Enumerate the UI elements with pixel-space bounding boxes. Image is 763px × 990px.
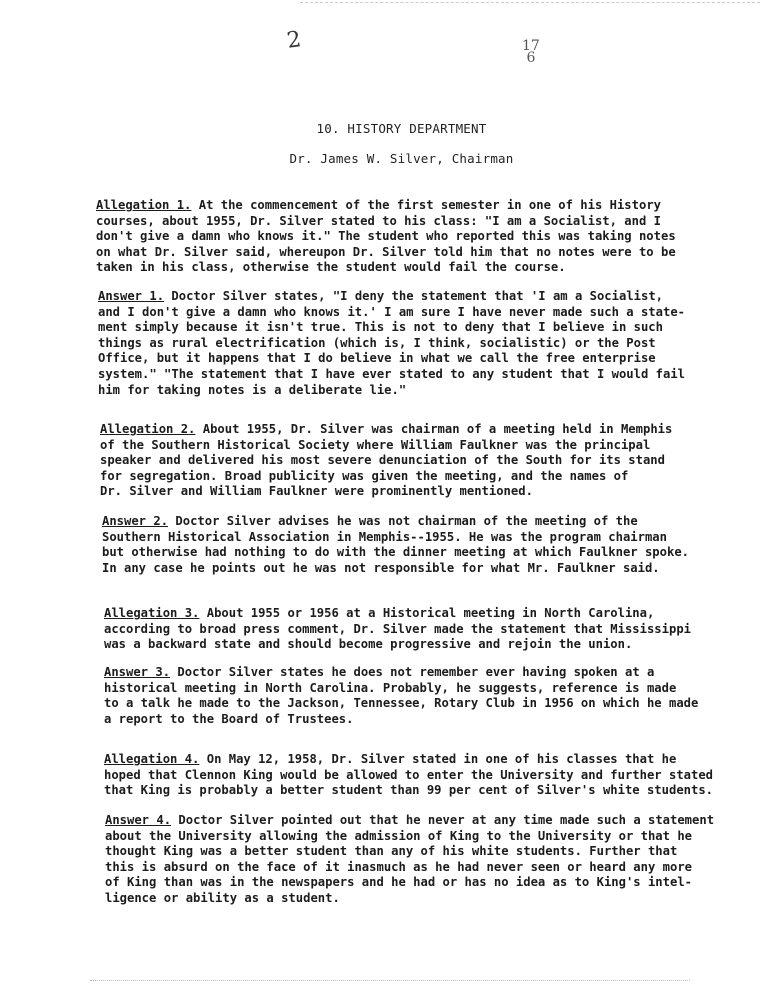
- allegation-2: [100, 422, 672, 500]
- paragraph-label: Allegation 1.: [96, 198, 192, 212]
- text-line: don't give a damn who knows it." The student who reported this was taking notes: [96, 229, 676, 244]
- text-line: that King is probably a better student than 99 per cent of Silver's white students.: [104, 783, 714, 798]
- text-line: Dr. Silver and William Faulkner were prominently mentioned.: [100, 484, 533, 499]
- corner-mark-bottom: 6: [526, 50, 536, 66]
- bottom-edge-dots: [90, 980, 690, 981]
- answer-3: [104, 665, 698, 727]
- text-line: him for taking notes is a deliberate lie.": [98, 382, 407, 397]
- text-line: for segregation. Broad publicity was given the meeting, and the names of: [100, 468, 629, 483]
- paragraph-label: Answer 2.: [102, 514, 169, 528]
- text-line: but otherwise had nothing to do with the dinner meeting at which Faulkner spoke.: [102, 545, 689, 560]
- answer-4: [105, 813, 714, 907]
- text-line: Answer 1. Doctor Silver states, "I deny the statement that 'I am a Socialist,: [98, 289, 664, 303]
- text-line: this is absurd on the face of it inasmuch as he had never seen or heard any more: [105, 859, 692, 874]
- text-line: about the University allowing the admission of King to the University or that he: [105, 828, 692, 843]
- text-line: courses, about 1955, Dr. Silver stated to his class: "I am a Socialist, and I: [96, 213, 661, 228]
- text-line: Southern Historical Association in Memphis--1955. He was the program chairman: [102, 529, 667, 544]
- section-title: 10. HISTORY DEPARTMENT: [316, 121, 487, 136]
- text-line: Allegation 1. At the commencement of the first semester in one of his History: [96, 198, 661, 212]
- text-line: Answer 3. Doctor Silver states he does not remember ever having spoken at a: [104, 665, 655, 679]
- text-line: of the Southern Historical Society where William Faulkner was the principal: [100, 437, 651, 452]
- handwritten-corner-mark: [522, 40, 540, 64]
- text-line: of King than was in the newspapers and he had or has no idea as to King's intel-: [105, 875, 692, 890]
- paragraph-label: Allegation 2.: [100, 422, 196, 436]
- text-line: thought King was a better student than any of his white students. Further that: [105, 844, 678, 859]
- text-line: on what Dr. Silver said, whereupon Dr. Silver told him that no notes were to be: [96, 244, 676, 259]
- text-line: was a backward state and should become progressive and rejoin the union.: [104, 637, 633, 652]
- paragraph-label: Answer 1.: [98, 289, 165, 303]
- text-line: ment simply because it isn't true. This is not to deny that I believe in such: [98, 320, 663, 335]
- text-line: according to broad press comment, Dr. Silver made the statement that Mississippi: [104, 621, 691, 636]
- text-line: a report to the Board of Trustees.: [104, 711, 354, 726]
- text-line: Allegation 2. About 1955, Dr. Silver was chairman of a meeting held in Memphis: [100, 422, 673, 436]
- allegation-3: [104, 606, 691, 653]
- paragraph-label: Allegation 4.: [104, 752, 200, 766]
- paragraph-label: Allegation 3.: [104, 606, 200, 620]
- allegation-1: [96, 198, 676, 276]
- corner-mark-top: 17: [522, 38, 540, 54]
- text-line: things as rural electrification (which is, I think, socialistic) or the Post: [98, 335, 656, 350]
- handwritten-page-mark: 2: [285, 27, 303, 54]
- paragraph-label: Answer 4.: [105, 813, 172, 827]
- text-line: Allegation 3. About 1955 or 1956 at a Historical meeting in North Carolina,: [104, 606, 655, 620]
- text-line: In any case he points out he was not responsible for what Mr. Faulkner said.: [102, 560, 660, 575]
- text-line: system." "The statement that I have ever stated to any student that I would fail: [98, 366, 685, 381]
- top-edge-dots: [300, 2, 760, 3]
- text-line: and I don't give a damn who knows it.' I am sure I have never made such a state-: [98, 304, 685, 319]
- paragraph-label: Answer 3.: [104, 665, 171, 679]
- text-line: speaker and delivered his most severe denunciation of the South for its stand: [100, 453, 665, 468]
- answer-1: [98, 289, 685, 398]
- text-line: hoped that Clennon King would be allowed to enter the University and further stated: [104, 767, 714, 782]
- text-line: Answer 4. Doctor Silver pointed out that he never at any time made such a statement: [105, 813, 715, 827]
- text-line: historical meeting in North Carolina. Probably, he suggests, reference is made: [104, 680, 677, 695]
- answer-2: [102, 514, 689, 576]
- text-line: to a talk he made to the Jackson, Tennessee, Rotary Club in 1956 on which he made: [104, 696, 699, 711]
- text-line: ligence or ability as a student.: [105, 890, 340, 905]
- allegation-4: [104, 752, 713, 799]
- text-line: taken in his class, otherwise the student would fail the course.: [96, 260, 566, 275]
- text-line: Allegation 4. On May 12, 1958, Dr. Silver stated in one of his classes that he: [104, 752, 677, 766]
- chairman-line: Dr. James W. Silver, Chairman: [289, 151, 514, 166]
- text-line: Office, but it happens that I do believe in what we call the free enterprise: [98, 351, 656, 366]
- text-line: Answer 2. Doctor Silver advises he was not chairman of the meeting of the: [102, 514, 638, 528]
